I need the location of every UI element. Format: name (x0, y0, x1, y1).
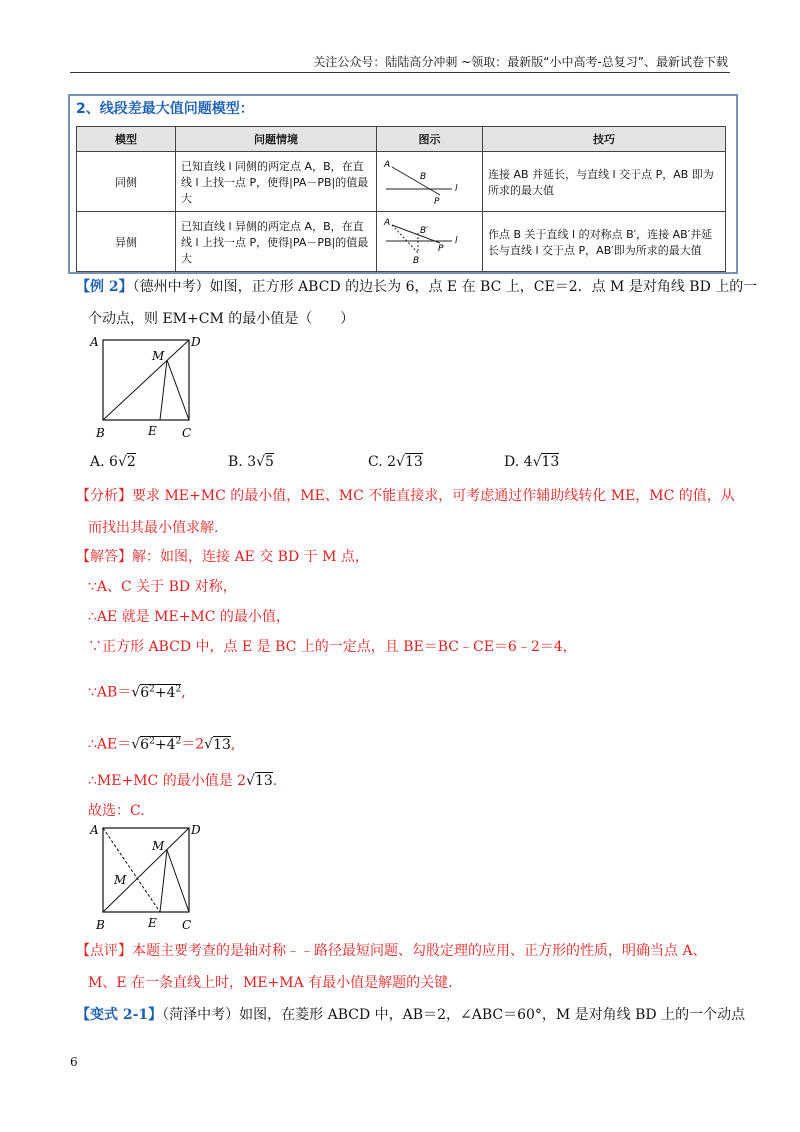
solution-line-6: $\therefore AE=√6^2+4^2=2√13$, (88, 736, 236, 753)
variant-line (76, 1006, 745, 1024)
situation-cell: 已知直线 l 同侧的两定点 A，B，在直线 l 上找一点 P，使得|PA－PB|的值最大 (176, 152, 377, 212)
vertex-label: E (148, 916, 157, 930)
situation-cell: 已知直线 l 异侧的两定点 A，B，在直线 l 上找一点 P，使得|PA－PB|的值最大 (176, 212, 377, 272)
model-cell: 同侧 (77, 152, 176, 212)
term-b: 4 (166, 684, 176, 701)
same-side-diagram (382, 155, 467, 205)
option-d[interactable] (504, 454, 559, 470)
option-a[interactable] (90, 454, 136, 470)
figure-cell (377, 152, 483, 212)
example-line-1 (76, 278, 757, 296)
variant-tag: 【变式 2-1】 (76, 1007, 163, 1023)
sqrt-symbol: √ (396, 454, 405, 470)
option-radicand: 13 (404, 454, 423, 470)
opposite-side-diagram (382, 215, 467, 265)
point-label: B′ (420, 226, 429, 236)
comment-line-1: 【点评】本题主要考查的是轴对称﹣﹣路径最短问题、勾股定理的应用、正方形的性质，明确当点 A、 (76, 943, 707, 959)
ae-equation-prefix: ∴AE＝ (88, 736, 132, 753)
vertex-label: C (182, 918, 192, 932)
sqrt-symbol: √ (532, 454, 542, 470)
model-table (76, 126, 726, 272)
comment-line-2: M、E 在一条直线上时，ME+MA 有最小值是解题的关键. (88, 975, 453, 991)
term-a: 6 (140, 736, 150, 753)
radicand: 13 (254, 773, 273, 789)
analysis-line-1: 【分析】要求 ME+MC 的最小值，ME、MC 不能直接求，可考虑通过作辅助线转化 ME，MC 的值，从 (76, 488, 735, 504)
ab-equation-prefix: ∵AB＝ (88, 684, 132, 701)
page-header (70, 48, 730, 73)
col-header: 图示 (377, 127, 483, 152)
option-coef: 2 (387, 454, 397, 470)
exponent: 2 (149, 684, 155, 694)
exponent: 2 (175, 736, 182, 746)
vertex-label: M (152, 349, 165, 363)
vertex-label: D (191, 335, 201, 349)
table-header-row (77, 127, 726, 152)
option-label: D. (504, 454, 520, 470)
term-a: 6 (140, 684, 150, 701)
solution-line-4: ∵正方形 ABCD 中，点 E 是 BC 上的一定点，且 BE＝BC﹣CE＝6﹣2＝4， (88, 639, 577, 655)
page-number: 6 (70, 1055, 78, 1069)
solution-line-1: 【解答】解：如图，连接 AE 交 BD 于 M 点， (76, 549, 369, 565)
option-c[interactable] (368, 454, 423, 470)
option-coef: 3 (247, 454, 257, 470)
point-label: l (455, 184, 458, 194)
col-header: 技巧 (483, 127, 726, 152)
sqrt-symbol: √ (117, 454, 127, 470)
ae-equals: ＝2 (181, 736, 205, 753)
solution-line-7: ∴ME+MC 的最小值是 2√13. (88, 773, 278, 789)
point-label: l (455, 236, 458, 246)
sqrt-symbol: √ (256, 454, 266, 470)
option-b[interactable] (228, 454, 274, 470)
vertex-label: B (96, 918, 105, 932)
col-header: 模型 (77, 127, 176, 152)
point-label: B (420, 172, 427, 182)
point-label: P (438, 244, 444, 254)
option-label: A. (90, 454, 105, 470)
tip-cell: 连接 AB 并延长，与直线 l 交于点 P，AB 即为所求的最大值 (483, 152, 726, 212)
exponent: 2 (149, 736, 155, 746)
vertex-label: M (114, 873, 127, 887)
vertex-label: A (90, 335, 99, 349)
point-label: B (413, 256, 420, 265)
option-label: C. (368, 454, 383, 470)
section-title: 2、线段差最大值问题模型： (76, 101, 254, 117)
tip-cell: 作点 B 关于直线 l 的对称点 B′，连接 AB′并延长与直线 l 交于点 P，AB′即为所求的最大值 (483, 212, 726, 272)
example-text-1: （德州中考）如图，正方形 ABCD 的边长为 6，点 E 在 BC 上，CE＝2．点 M 是对角线 BD 上的一 (132, 279, 758, 295)
option-coef: 6 (109, 454, 118, 470)
example-text-2: 个动点，则 EM+CM 的最小值是（ ） (88, 311, 355, 327)
point-label: A (384, 160, 391, 170)
point-label: A (384, 218, 391, 228)
col-header: 问题情境 (176, 127, 377, 152)
square-figure-2 (88, 822, 208, 934)
point-label: P (434, 197, 440, 205)
exponent: 2 (175, 684, 182, 694)
solution-line-3: ∴AE 就是 ME+MC 的最小值， (88, 609, 290, 625)
option-radicand: 13 (541, 454, 560, 470)
solution-answer: 故选：C. (88, 803, 145, 819)
vertex-label: C (182, 426, 192, 440)
solution-line-5: $\because AB=√6^2+4^2$, (88, 684, 186, 701)
header-text: 关注公众号：陆陆高分冲刺 ~领取：最新版“小中高考-总复习”、最新试卷下载 (313, 55, 728, 69)
example-tag: 【例 2】 (76, 279, 133, 295)
term-b: 4 (166, 736, 176, 753)
variant-text: （菏泽中考）如图，在菱形 ABCD 中，AB＝2，∠ABC＝60°，M 是对角线 BD 上的一个动点 (162, 1007, 746, 1023)
option-label: B. (228, 454, 243, 470)
table-row (77, 152, 726, 212)
vertex-label: D (191, 823, 201, 837)
vertex-label: A (90, 823, 99, 837)
analysis-line-2: 而找出其最小值求解. (88, 520, 219, 536)
figure-cell (377, 212, 483, 272)
option-coef: 4 (523, 454, 533, 470)
table-row (77, 212, 726, 272)
solution-line-2: ∵A、C 关于 BD 对称， (88, 579, 237, 595)
option-radicand: 5 (265, 454, 274, 470)
square-figure-1 (88, 334, 208, 442)
min-value-prefix: ∴ME+MC 的最小值是 2 (88, 773, 247, 789)
vertex-label: B (96, 426, 105, 440)
vertex-label: M (152, 839, 165, 853)
radicand: 13 (213, 736, 231, 753)
vertex-label: E (148, 424, 157, 438)
model-cell: 异侧 (77, 212, 176, 272)
option-radicand: 2 (126, 454, 136, 470)
